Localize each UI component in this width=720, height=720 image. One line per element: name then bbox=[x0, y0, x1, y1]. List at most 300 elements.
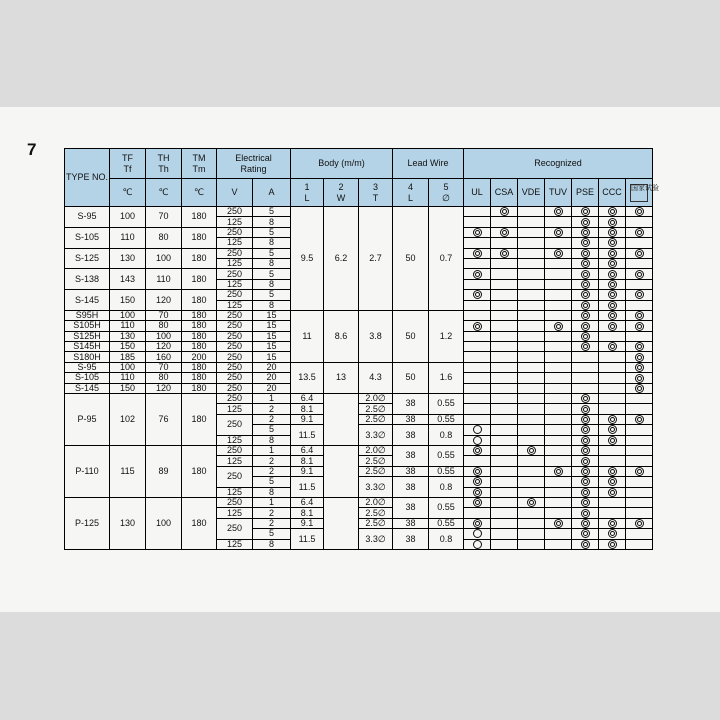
voltage-cell: 125 bbox=[217, 539, 253, 549]
recognition-cell bbox=[545, 404, 572, 414]
table-row bbox=[65, 207, 653, 217]
double-circle-mark-icon bbox=[581, 311, 590, 320]
recognition-cell bbox=[491, 362, 518, 372]
recognition-cell bbox=[491, 290, 518, 300]
double-circle-mark-icon bbox=[608, 311, 617, 320]
lead-l-cell: 38 bbox=[393, 529, 429, 550]
double-circle-mark-icon bbox=[581, 467, 590, 476]
recognition-cell bbox=[599, 487, 626, 497]
recognition-cell bbox=[464, 300, 491, 310]
ampere-cell: 20 bbox=[253, 373, 291, 383]
ampere-cell: 20 bbox=[253, 362, 291, 372]
double-circle-mark-icon bbox=[635, 342, 644, 351]
recognition-cell bbox=[599, 258, 626, 268]
recognition-cell bbox=[599, 466, 626, 476]
recognition-cell bbox=[491, 394, 518, 404]
table-row bbox=[65, 362, 653, 372]
header-agency-pse: PSE bbox=[572, 179, 599, 207]
type-no-cell: S-145 bbox=[65, 290, 110, 311]
recognition-cell bbox=[572, 466, 599, 476]
recognition-cell bbox=[545, 217, 572, 227]
th-cell: 120 bbox=[146, 383, 182, 393]
recognition-cell bbox=[491, 487, 518, 497]
voltage-cell: 125 bbox=[217, 487, 253, 497]
double-circle-mark-icon bbox=[581, 249, 590, 258]
double-circle-mark-icon bbox=[635, 311, 644, 320]
recognition-cell bbox=[464, 321, 491, 331]
recognition-cell bbox=[518, 404, 545, 414]
recognition-cell bbox=[491, 352, 518, 362]
recognition-cell bbox=[545, 207, 572, 217]
recognition-cell bbox=[572, 342, 599, 352]
voltage-cell: 125 bbox=[217, 279, 253, 289]
recognition-cell bbox=[518, 497, 545, 507]
double-circle-mark-icon bbox=[635, 249, 644, 258]
recognition-cell bbox=[572, 269, 599, 279]
recognition-cell bbox=[572, 248, 599, 258]
double-circle-mark-icon bbox=[554, 467, 563, 476]
recognition-cell bbox=[626, 456, 653, 466]
double-circle-mark-icon bbox=[608, 207, 617, 216]
recognition-cell bbox=[491, 466, 518, 476]
header-body-t: 3 T bbox=[359, 179, 393, 207]
recognition-cell bbox=[464, 269, 491, 279]
double-circle-mark-icon bbox=[635, 322, 644, 331]
lead-dia-cell: 0.8 bbox=[429, 529, 464, 550]
recognition-cell bbox=[545, 300, 572, 310]
type-no-cell: P-110 bbox=[65, 445, 110, 497]
recognition-cell bbox=[545, 445, 572, 455]
recognition-cell bbox=[572, 435, 599, 445]
recognition-cell bbox=[572, 217, 599, 227]
double-circle-mark-icon bbox=[635, 467, 644, 476]
double-circle-mark-icon bbox=[581, 415, 590, 424]
lead-l-cell: 38 bbox=[393, 477, 429, 498]
recognition-cell bbox=[572, 321, 599, 331]
recognition-cell bbox=[464, 248, 491, 258]
double-circle-mark-icon bbox=[473, 477, 482, 486]
recognition-cell bbox=[491, 404, 518, 414]
header-th-unit: ℃ bbox=[146, 179, 182, 207]
voltage-cell: 250 bbox=[217, 373, 253, 383]
recognition-cell bbox=[545, 290, 572, 300]
recognition-cell bbox=[518, 207, 545, 217]
recognition-cell bbox=[545, 373, 572, 383]
circle-mark-icon bbox=[473, 540, 482, 549]
th-cell: 80 bbox=[146, 227, 182, 248]
lead-dia-cell: 0.55 bbox=[429, 518, 464, 528]
recognition-cell bbox=[464, 383, 491, 393]
recognition-cell bbox=[626, 238, 653, 248]
header-tf-unit: ℃ bbox=[110, 179, 146, 207]
body-w-cell: 6.2 bbox=[324, 207, 359, 311]
recognition-cell bbox=[518, 238, 545, 248]
recognition-cell bbox=[572, 373, 599, 383]
th-cell: 70 bbox=[146, 310, 182, 320]
body-w-cell bbox=[324, 394, 359, 446]
recognition-cell bbox=[491, 425, 518, 435]
type-no-cell: P-95 bbox=[65, 394, 110, 446]
ampere-cell: 2 bbox=[253, 518, 291, 528]
double-circle-mark-icon bbox=[608, 301, 617, 310]
tf-cell: 100 bbox=[110, 362, 146, 372]
recognition-cell bbox=[572, 414, 599, 424]
tm-cell: 180 bbox=[182, 445, 217, 497]
double-circle-mark-icon bbox=[608, 529, 617, 538]
double-circle-mark-icon bbox=[635, 228, 644, 237]
recognition-cell bbox=[464, 227, 491, 237]
double-circle-mark-icon bbox=[581, 498, 590, 507]
recognition-cell bbox=[626, 414, 653, 424]
recognition-cell bbox=[491, 321, 518, 331]
ampere-cell: 5 bbox=[253, 529, 291, 539]
double-circle-mark-icon bbox=[581, 477, 590, 486]
tm-cell: 180 bbox=[182, 227, 217, 248]
body-l-cell: 8.1 bbox=[291, 508, 324, 518]
th-cell: 80 bbox=[146, 321, 182, 331]
body-l-cell: 9.1 bbox=[291, 414, 324, 424]
ampere-cell: 1 bbox=[253, 445, 291, 455]
lead-l-cell: 38 bbox=[393, 466, 429, 476]
type-no-cell: S180H bbox=[65, 352, 110, 362]
lead-l-cell: 50 bbox=[393, 310, 429, 362]
recognition-cell bbox=[599, 477, 626, 487]
tf-cell: 143 bbox=[110, 269, 146, 290]
recognition-cell bbox=[545, 394, 572, 404]
recognition-cell bbox=[572, 362, 599, 372]
recognition-cell bbox=[572, 383, 599, 393]
recognition-cell bbox=[626, 217, 653, 227]
recognition-cell bbox=[572, 394, 599, 404]
th-cell: 100 bbox=[146, 248, 182, 269]
double-circle-mark-icon bbox=[635, 374, 644, 383]
type-no-cell: S125H bbox=[65, 331, 110, 341]
ampere-cell: 2 bbox=[253, 404, 291, 414]
ampere-cell: 5 bbox=[253, 290, 291, 300]
recognition-cell bbox=[572, 456, 599, 466]
lead-dia-cell: 0.55 bbox=[429, 445, 464, 466]
header-a: A bbox=[253, 179, 291, 207]
tm-cell: 180 bbox=[182, 497, 217, 549]
recognition-cell bbox=[599, 248, 626, 258]
recognition-cell bbox=[626, 518, 653, 528]
lead-l-cell: 38 bbox=[393, 394, 429, 415]
recognition-cell bbox=[464, 487, 491, 497]
tm-cell: 180 bbox=[182, 290, 217, 311]
voltage-cell: 250 bbox=[217, 445, 253, 455]
header-agency-ul: UL bbox=[464, 179, 491, 207]
recognition-cell bbox=[464, 310, 491, 320]
recognition-cell bbox=[545, 248, 572, 258]
recognition-cell bbox=[572, 539, 599, 549]
body-w-cell bbox=[324, 445, 359, 497]
tm-cell: 180 bbox=[182, 383, 217, 393]
recognition-cell bbox=[518, 248, 545, 258]
voltage-cell: 250 bbox=[217, 207, 253, 217]
recognition-cell bbox=[626, 425, 653, 435]
th-cell: 70 bbox=[146, 362, 182, 372]
recognition-cell bbox=[545, 238, 572, 248]
recognition-cell bbox=[491, 497, 518, 507]
voltage-cell: 125 bbox=[217, 217, 253, 227]
double-circle-mark-icon bbox=[473, 228, 482, 237]
ampere-cell: 1 bbox=[253, 497, 291, 507]
lead-l-cell: 38 bbox=[393, 445, 429, 466]
th-cell: 76 bbox=[146, 394, 182, 446]
ampere-cell: 2 bbox=[253, 508, 291, 518]
body-l-cell: 11.5 bbox=[291, 425, 324, 446]
recognition-cell bbox=[626, 466, 653, 476]
body-t-cell: 2.0∅ bbox=[359, 497, 393, 507]
double-circle-mark-icon bbox=[608, 415, 617, 424]
double-circle-mark-icon bbox=[608, 488, 617, 497]
body-l-cell: 6.4 bbox=[291, 497, 324, 507]
double-circle-mark-icon bbox=[608, 519, 617, 528]
recognition-cell bbox=[464, 497, 491, 507]
ampere-cell: 5 bbox=[253, 207, 291, 217]
recognition-cell bbox=[491, 477, 518, 487]
tf-cell: 130 bbox=[110, 331, 146, 341]
double-circle-mark-icon bbox=[581, 529, 590, 538]
recognition-cell bbox=[572, 290, 599, 300]
recognition-cell bbox=[626, 310, 653, 320]
recognition-cell bbox=[464, 477, 491, 487]
lead-l-cell: 50 bbox=[393, 362, 429, 393]
voltage-cell: 250 bbox=[217, 248, 253, 258]
voltage-cell: 125 bbox=[217, 456, 253, 466]
recognition-cell bbox=[464, 352, 491, 362]
recognition-cell bbox=[572, 425, 599, 435]
tm-cell: 180 bbox=[182, 342, 217, 352]
lead-dia-cell: 0.55 bbox=[429, 394, 464, 415]
type-no-cell: P-125 bbox=[65, 497, 110, 549]
body-t-cell: 3.3∅ bbox=[359, 425, 393, 446]
recognition-cell bbox=[545, 362, 572, 372]
recognition-cell bbox=[626, 477, 653, 487]
ampere-cell: 1 bbox=[253, 394, 291, 404]
recognition-cell bbox=[572, 279, 599, 289]
double-circle-mark-icon bbox=[608, 290, 617, 299]
ampere-cell: 15 bbox=[253, 321, 291, 331]
body-t-cell: 3.8 bbox=[359, 310, 393, 362]
recognition-cell bbox=[572, 477, 599, 487]
recognition-cell bbox=[464, 508, 491, 518]
recognition-cell bbox=[491, 342, 518, 352]
type-no-cell: S-145 bbox=[65, 383, 110, 393]
th-cell: 89 bbox=[146, 445, 182, 497]
body-l-cell: 11.5 bbox=[291, 529, 324, 550]
recognition-cell bbox=[599, 518, 626, 528]
recognition-cell bbox=[545, 425, 572, 435]
double-circle-mark-icon bbox=[635, 415, 644, 424]
ampere-cell: 8 bbox=[253, 300, 291, 310]
th-cell: 110 bbox=[146, 269, 182, 290]
tf-cell: 110 bbox=[110, 227, 146, 248]
double-circle-mark-icon bbox=[473, 488, 482, 497]
double-circle-mark-icon bbox=[635, 384, 644, 393]
double-circle-mark-icon bbox=[581, 270, 590, 279]
recognition-cell bbox=[545, 435, 572, 445]
voltage-cell: 125 bbox=[217, 238, 253, 248]
recognition-cell bbox=[599, 217, 626, 227]
recognition-cell bbox=[464, 238, 491, 248]
recognition-cell bbox=[545, 321, 572, 331]
voltage-cell: 125 bbox=[217, 435, 253, 445]
body-l-cell: 9.1 bbox=[291, 518, 324, 528]
voltage-cell: 250 bbox=[217, 394, 253, 404]
ampere-cell: 5 bbox=[253, 227, 291, 237]
recognition-cell bbox=[518, 383, 545, 393]
double-circle-mark-icon bbox=[635, 290, 644, 299]
double-circle-mark-icon bbox=[608, 249, 617, 258]
double-circle-mark-icon bbox=[581, 259, 590, 268]
ampere-cell: 15 bbox=[253, 310, 291, 320]
recognition-cell bbox=[572, 331, 599, 341]
ampere-cell: 2 bbox=[253, 466, 291, 476]
recognition-cell bbox=[464, 373, 491, 383]
voltage-cell: 250 bbox=[217, 414, 253, 435]
recognition-cell bbox=[626, 227, 653, 237]
body-l-cell: 13.5 bbox=[291, 362, 324, 393]
body-t-cell: 2.5∅ bbox=[359, 466, 393, 476]
recognition-cell bbox=[599, 497, 626, 507]
double-circle-mark-icon bbox=[581, 394, 590, 403]
recognition-cell bbox=[626, 529, 653, 539]
double-circle-mark-icon bbox=[581, 332, 590, 341]
recognition-cell bbox=[572, 529, 599, 539]
recognition-cell bbox=[572, 508, 599, 518]
recognition-cell bbox=[545, 227, 572, 237]
body-t-cell: 2.0∅ bbox=[359, 445, 393, 455]
type-no-cell: S-95 bbox=[65, 362, 110, 372]
recognition-cell bbox=[572, 352, 599, 362]
double-circle-mark-icon bbox=[581, 342, 590, 351]
th-cell: 70 bbox=[146, 207, 182, 228]
header-agency-cqc bbox=[626, 179, 659, 207]
recognition-cell bbox=[599, 529, 626, 539]
ampere-cell: 5 bbox=[253, 248, 291, 258]
header-v: V bbox=[217, 179, 253, 207]
lead-dia-cell: 0.8 bbox=[429, 477, 464, 498]
voltage-cell: 250 bbox=[217, 321, 253, 331]
double-circle-mark-icon bbox=[608, 467, 617, 476]
double-circle-mark-icon bbox=[608, 228, 617, 237]
ampere-cell: 15 bbox=[253, 331, 291, 341]
type-no-cell: S-105 bbox=[65, 373, 110, 383]
table-header bbox=[65, 149, 659, 207]
recognition-cell bbox=[626, 300, 653, 310]
recognition-cell bbox=[545, 383, 572, 393]
recognition-cell bbox=[464, 342, 491, 352]
recognition-cell bbox=[518, 258, 545, 268]
ampere-cell: 5 bbox=[253, 425, 291, 435]
body-l-cell: 9.5 bbox=[291, 207, 324, 311]
recognition-cell bbox=[518, 414, 545, 424]
recognition-cell bbox=[599, 331, 626, 341]
recognition-cell bbox=[518, 373, 545, 383]
lead-dia-cell: 0.55 bbox=[429, 497, 464, 518]
recognition-cell bbox=[491, 227, 518, 237]
double-circle-mark-icon bbox=[581, 519, 590, 528]
recognition-cell bbox=[518, 445, 545, 455]
double-circle-mark-icon bbox=[635, 270, 644, 279]
recognition-cell bbox=[626, 279, 653, 289]
double-circle-mark-icon bbox=[527, 446, 536, 455]
voltage-cell: 250 bbox=[217, 383, 253, 393]
ampere-cell: 8 bbox=[253, 279, 291, 289]
ampere-cell: 15 bbox=[253, 342, 291, 352]
double-circle-mark-icon bbox=[581, 540, 590, 549]
recognition-cell bbox=[491, 300, 518, 310]
recognition-cell bbox=[599, 435, 626, 445]
body-t-cell: 2.0∅ bbox=[359, 394, 393, 404]
body-t-cell: 3.3∅ bbox=[359, 477, 393, 498]
body-w-cell bbox=[324, 497, 359, 549]
header-agency-csa: CSA bbox=[491, 179, 518, 207]
recognition-cell bbox=[545, 352, 572, 362]
double-circle-mark-icon bbox=[608, 477, 617, 486]
recognition-cell bbox=[491, 217, 518, 227]
recognition-cell bbox=[464, 207, 491, 217]
table-row bbox=[65, 394, 653, 404]
recognition-cell bbox=[599, 394, 626, 404]
recognition-cell bbox=[518, 539, 545, 549]
double-circle-mark-icon bbox=[608, 280, 617, 289]
recognition-cell bbox=[491, 508, 518, 518]
lead-l-cell: 38 bbox=[393, 518, 429, 528]
recognition-cell bbox=[572, 227, 599, 237]
voltage-cell: 125 bbox=[217, 258, 253, 268]
body-l-cell: 9.1 bbox=[291, 466, 324, 476]
voltage-cell: 250 bbox=[217, 310, 253, 320]
double-circle-mark-icon bbox=[581, 238, 590, 247]
tm-cell: 180 bbox=[182, 394, 217, 446]
double-circle-mark-icon bbox=[581, 207, 590, 216]
double-circle-mark-icon bbox=[473, 446, 482, 455]
th-cell: 120 bbox=[146, 342, 182, 352]
recognition-cell bbox=[599, 227, 626, 237]
voltage-cell: 250 bbox=[217, 331, 253, 341]
double-circle-mark-icon bbox=[608, 259, 617, 268]
recognition-cell bbox=[545, 539, 572, 549]
recognition-cell bbox=[518, 487, 545, 497]
double-circle-mark-icon bbox=[635, 353, 644, 362]
recognition-cell bbox=[464, 217, 491, 227]
recognition-cell bbox=[464, 425, 491, 435]
lead-l-cell: 38 bbox=[393, 425, 429, 446]
double-circle-mark-icon bbox=[554, 322, 563, 331]
recognition-cell bbox=[518, 269, 545, 279]
ampere-cell: 2 bbox=[253, 414, 291, 424]
recognition-cell bbox=[464, 466, 491, 476]
recognition-cell bbox=[626, 394, 653, 404]
lead-dia-cell: 0.55 bbox=[429, 466, 464, 476]
voltage-cell: 250 bbox=[217, 497, 253, 507]
recognition-cell bbox=[572, 300, 599, 310]
tf-cell: 130 bbox=[110, 497, 146, 549]
lead-dia-cell: 0.55 bbox=[429, 414, 464, 424]
ampere-cell: 20 bbox=[253, 383, 291, 393]
body-t-cell: 2.5∅ bbox=[359, 414, 393, 424]
recognition-cell bbox=[545, 279, 572, 289]
double-circle-mark-icon bbox=[473, 249, 482, 258]
double-circle-mark-icon bbox=[473, 290, 482, 299]
recognition-cell bbox=[491, 331, 518, 341]
double-circle-mark-icon bbox=[581, 446, 590, 455]
recognition-cell bbox=[572, 310, 599, 320]
tf-cell: 115 bbox=[110, 445, 146, 497]
recognition-cell bbox=[572, 497, 599, 507]
